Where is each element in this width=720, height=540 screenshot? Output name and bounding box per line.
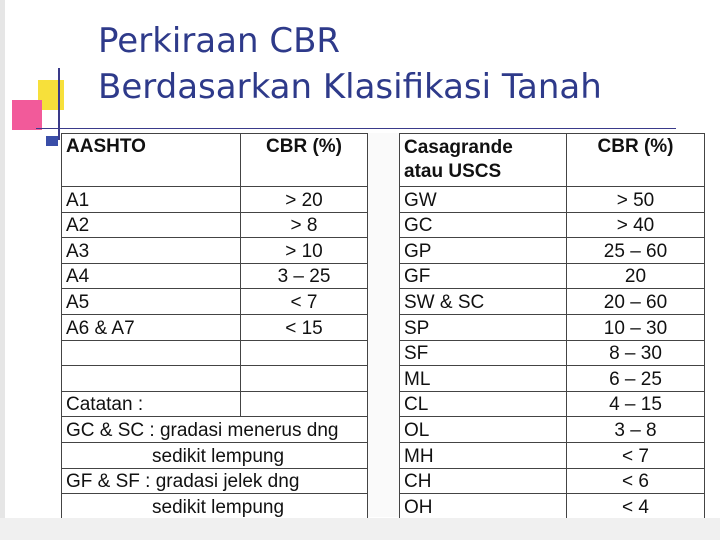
soil-class-cell: SP <box>400 314 567 340</box>
uscs-header-line-2: atau USCS <box>404 161 502 182</box>
note-gf-sf-cont: sedikit lempung <box>62 494 368 520</box>
notes-label-row <box>62 391 368 417</box>
notes-label: Catatan : <box>62 391 241 417</box>
cbr-cell: < 7 <box>567 442 705 468</box>
table-row <box>400 314 705 340</box>
table-row <box>400 468 705 494</box>
note-row <box>62 494 368 520</box>
table-row <box>400 366 705 392</box>
soil-class-cell: A6 & A7 <box>62 314 241 340</box>
uscs-header <box>400 134 567 187</box>
table-row <box>400 442 705 468</box>
table-row <box>400 340 705 366</box>
table-row <box>400 417 705 443</box>
table-row <box>62 212 368 238</box>
cbr-cell: 20 – 60 <box>567 289 705 315</box>
soil-class-cell: CH <box>400 468 567 494</box>
cbr-cell: 20 <box>567 263 705 289</box>
table-row <box>400 391 705 417</box>
decorative-vertical-line <box>58 68 60 140</box>
cbr-cell: 6 – 25 <box>567 366 705 392</box>
table-row <box>62 238 368 264</box>
note-row <box>62 468 368 494</box>
cbr-cell: > 40 <box>567 212 705 238</box>
uscs-table <box>399 133 705 520</box>
uscs-header-line-1: Casagrande <box>404 137 513 158</box>
soil-class-cell: A5 <box>62 289 241 315</box>
table-gap-column <box>367 133 401 517</box>
soil-class-cell: A1 <box>62 187 241 213</box>
cbr-cell: > 10 <box>241 238 368 264</box>
table-row <box>400 289 705 315</box>
table-row <box>400 238 705 264</box>
cbr-cell: 25 – 60 <box>567 238 705 264</box>
aashto-cbr-header: CBR (%) <box>241 134 368 187</box>
table-row <box>400 187 705 213</box>
title-line-1: Perkiraan CBR <box>98 21 341 61</box>
soil-class-cell: SF <box>400 340 567 366</box>
cbr-cell: < 6 <box>567 468 705 494</box>
table-row <box>62 314 368 340</box>
soil-class-cell: ML <box>400 366 567 392</box>
slide-title <box>98 18 602 110</box>
empty-row <box>62 340 368 366</box>
cbr-cell: < 15 <box>241 314 368 340</box>
soil-class-cell: MH <box>400 442 567 468</box>
cbr-cell: > 50 <box>567 187 705 213</box>
soil-class-cell: A2 <box>62 212 241 238</box>
cbr-cell: 8 – 30 <box>567 340 705 366</box>
decorative-blue-square <box>46 136 58 146</box>
soil-class-cell: OL <box>400 417 567 443</box>
empty-row <box>62 366 368 392</box>
cbr-cell: 3 – 25 <box>241 263 368 289</box>
soil-class-cell: CL <box>400 391 567 417</box>
table-header-row <box>400 134 705 187</box>
cbr-cell: > 20 <box>241 187 368 213</box>
note-gf-sf: GF & SF : gradasi jelek dng <box>62 468 368 494</box>
table-row <box>400 263 705 289</box>
soil-class-cell: GW <box>400 187 567 213</box>
cbr-cell: > 8 <box>241 212 368 238</box>
note-row <box>62 442 368 468</box>
cbr-cell: < 7 <box>241 289 368 315</box>
cbr-cell: 4 – 15 <box>567 391 705 417</box>
table-row <box>62 289 368 315</box>
cbr-cell: < 4 <box>567 494 705 520</box>
soil-class-cell: A3 <box>62 238 241 264</box>
table-row <box>62 263 368 289</box>
note-gc-sc-cont: sedikit lempung <box>62 442 368 468</box>
title-divider-line <box>36 128 676 129</box>
bottom-strip <box>0 518 720 540</box>
title-line-2: Berdasarkan Klasifikasi Tanah <box>98 67 602 107</box>
decorative-pink-square <box>12 100 42 130</box>
cbr-cell: 3 – 8 <box>567 417 705 443</box>
left-edge-bar <box>0 0 5 540</box>
soil-class-cell: OH <box>400 494 567 520</box>
note-gc-sc: GC & SC : gradasi menerus dng <box>62 417 368 443</box>
aashto-table <box>61 133 368 520</box>
soil-class-cell: A4 <box>62 263 241 289</box>
soil-class-cell: GF <box>400 263 567 289</box>
soil-class-cell: GP <box>400 238 567 264</box>
note-row <box>62 417 368 443</box>
table-row <box>400 494 705 520</box>
soil-class-cell: SW & SC <box>400 289 567 315</box>
cbr-cell: 10 – 30 <box>567 314 705 340</box>
table-row <box>400 212 705 238</box>
uscs-cbr-header: CBR (%) <box>567 134 705 187</box>
soil-class-cell: GC <box>400 212 567 238</box>
table-row <box>62 187 368 213</box>
aashto-header: AASHTO <box>62 134 241 187</box>
